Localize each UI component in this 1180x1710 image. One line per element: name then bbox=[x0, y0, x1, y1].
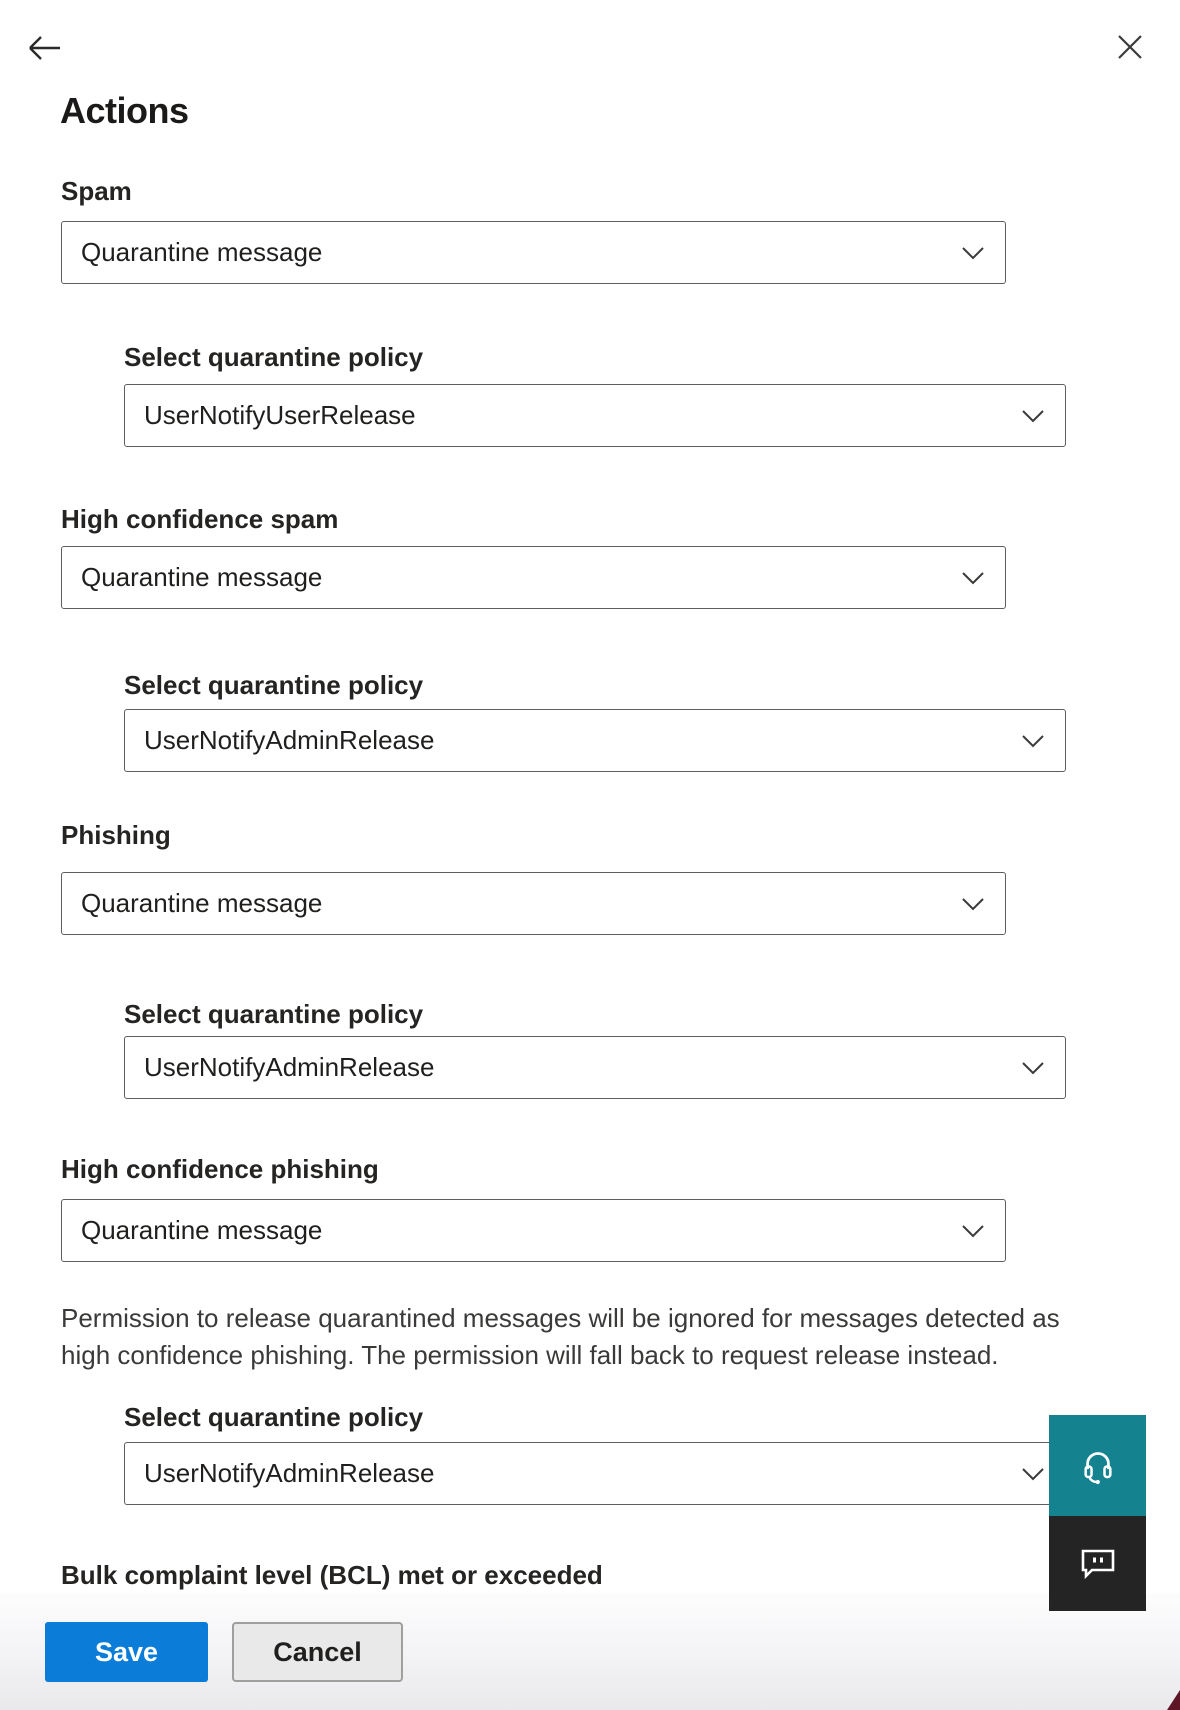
back-button[interactable] bbox=[26, 31, 62, 65]
hcs-quarantine-policy-dropdown[interactable] bbox=[124, 709, 1066, 772]
phishing-label: Phishing bbox=[61, 820, 171, 850]
phishing-action-dropdown[interactable] bbox=[61, 872, 1006, 935]
cancel-button[interactable]: Cancel bbox=[232, 1622, 403, 1682]
dropdown-value: UserNotifyAdminRelease bbox=[144, 725, 435, 755]
chevron-down-icon bbox=[961, 897, 985, 916]
close-button[interactable] bbox=[1116, 33, 1144, 61]
chevron-down-icon bbox=[1021, 409, 1045, 428]
chat-feedback-icon bbox=[1076, 1542, 1120, 1586]
spam-quarantine-policy-dropdown[interactable] bbox=[124, 384, 1066, 447]
support-button[interactable] bbox=[1049, 1415, 1146, 1516]
high-confidence-phishing-action-dropdown[interactable] bbox=[61, 1199, 1006, 1262]
save-button[interactable]: Save bbox=[45, 1622, 208, 1682]
hcs-policy-label: Select quarantine policy bbox=[124, 670, 424, 700]
high-confidence-phishing-label: High confidence phishing bbox=[61, 1154, 379, 1184]
note-line: Permission to release quarantined messages will be ignored for messages detected as bbox=[61, 1303, 1060, 1333]
headset-icon bbox=[1075, 1443, 1121, 1489]
hcp-permission-note bbox=[61, 1300, 1060, 1374]
note-line: high confidence phishing. The permission will fall back to request release instead. bbox=[61, 1340, 999, 1370]
spam-policy-label: Select quarantine policy bbox=[124, 342, 424, 372]
high-confidence-spam-action-dropdown[interactable] bbox=[61, 546, 1006, 609]
chevron-down-icon bbox=[1021, 1061, 1045, 1080]
bulk-complaint-level-label: Bulk complaint level (BCL) met or exceeded bbox=[61, 1560, 603, 1590]
dropdown-value: UserNotifyAdminRelease bbox=[144, 1052, 435, 1082]
dropdown-value: Quarantine message bbox=[81, 888, 323, 918]
high-confidence-spam-label: High confidence spam bbox=[61, 504, 339, 534]
dropdown-value: UserNotifyAdminRelease bbox=[144, 1458, 435, 1488]
chevron-down-icon bbox=[961, 1224, 985, 1243]
close-icon bbox=[1116, 49, 1144, 64]
corner-artifact bbox=[1167, 1690, 1180, 1710]
hcp-policy-label: Select quarantine policy bbox=[124, 1402, 424, 1432]
spam-label: Spam bbox=[61, 176, 132, 206]
chevron-down-icon bbox=[1021, 1467, 1045, 1486]
chevron-down-icon bbox=[1021, 734, 1045, 753]
feedback-button[interactable] bbox=[1049, 1516, 1146, 1611]
phishing-quarantine-policy-dropdown[interactable] bbox=[124, 1036, 1066, 1099]
dropdown-value: Quarantine message bbox=[81, 1215, 323, 1245]
phishing-policy-label: Select quarantine policy bbox=[124, 999, 424, 1029]
dropdown-value: Quarantine message bbox=[81, 237, 323, 267]
chevron-down-icon bbox=[961, 571, 985, 590]
spam-action-dropdown[interactable] bbox=[61, 221, 1006, 284]
dropdown-value: Quarantine message bbox=[81, 562, 323, 592]
chevron-down-icon bbox=[961, 246, 985, 265]
dropdown-value: UserNotifyUserRelease bbox=[144, 400, 416, 430]
back-arrow-icon bbox=[26, 53, 62, 68]
hcp-quarantine-policy-dropdown[interactable] bbox=[124, 1442, 1066, 1505]
page-title: Actions bbox=[60, 90, 189, 131]
